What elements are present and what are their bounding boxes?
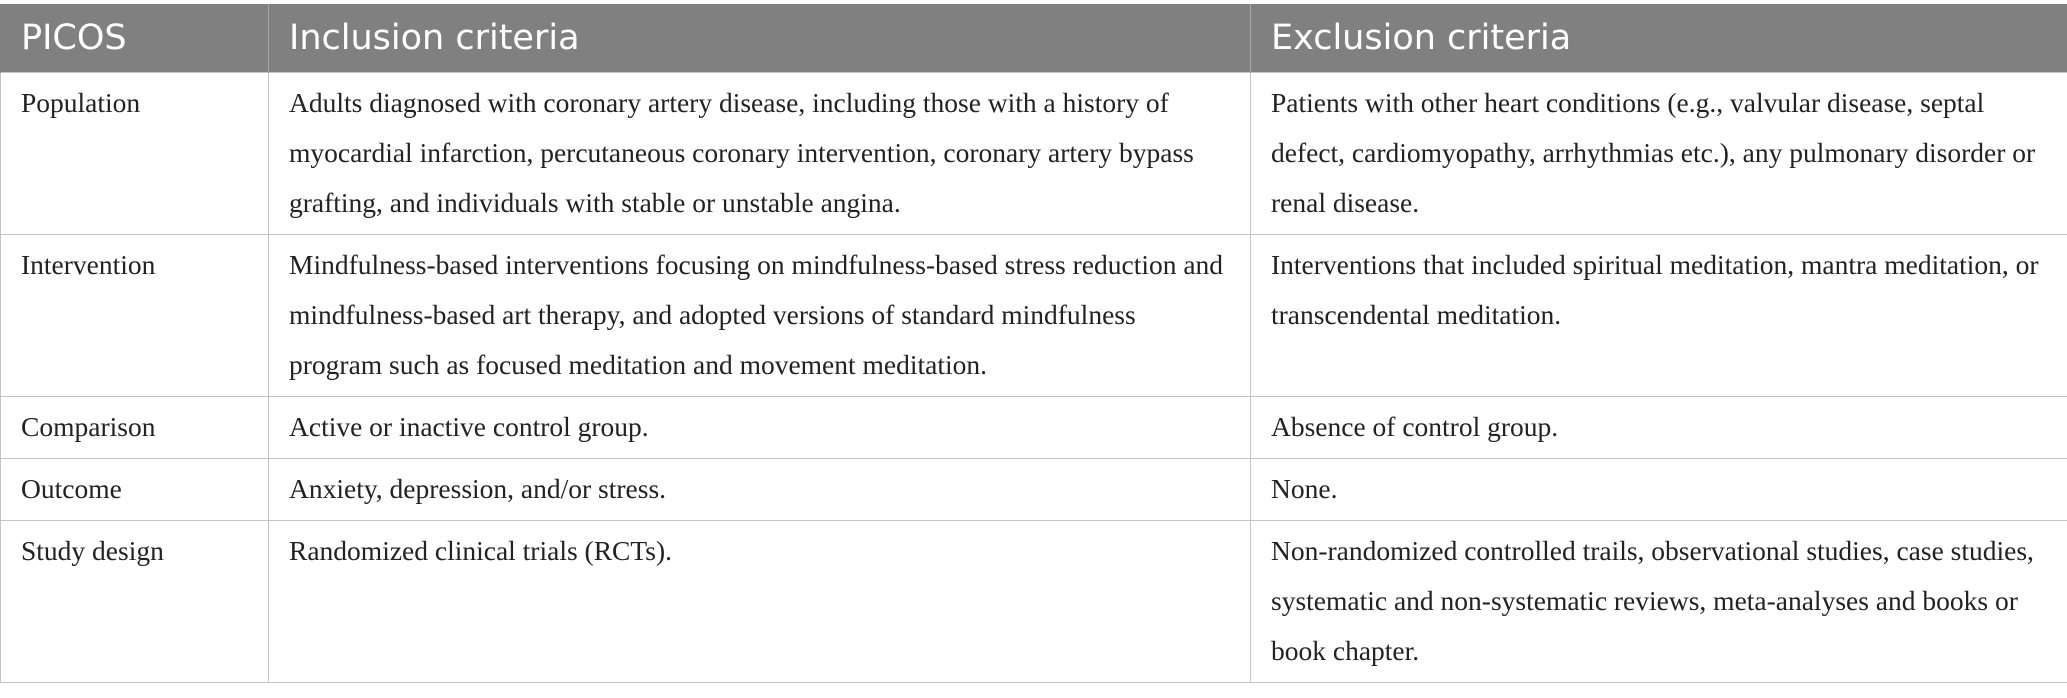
header-picos: PICOS [1,4,269,73]
exclusion-cell: Absence of control group. [1251,397,2067,459]
header-row [1,4,2067,73]
inclusion-cell: Active or inactive control group. [269,397,1251,459]
inclusion-cell: Mindfulness-based interventions focusing on mindfulness-based stress reduction and mindfulness-based art therapy, and adopted versions of standard mindfulness program such as focused meditation and movement meditation. [269,235,1251,397]
picos-cell: Comparison [1,397,269,459]
table-row [1,235,2067,397]
picos-criteria-table [0,4,2067,683]
inclusion-cell: Randomized clinical trials (RCTs). [269,521,1251,683]
exclusion-cell: Interventions that included spiritual meditation, mantra meditation, or transcendental meditation. [1251,235,2067,397]
header-inclusion-criteria: Inclusion criteria [269,4,1251,73]
exclusion-cell: Non-randomized controlled trails, observational studies, case studies, systematic and non-systematic reviews, meta-analyses and books or book chapter. [1251,521,2067,683]
table-row [1,397,2067,459]
picos-cell: Population [1,73,269,235]
picos-cell: Outcome [1,459,269,521]
exclusion-cell: Patients with other heart conditions (e.g., valvular disease, septal defect, cardiomyopathy, arrhythmias etc.), any pulmonary disorder or renal disease. [1251,73,2067,235]
inclusion-cell: Adults diagnosed with coronary artery disease, including those with a history of myocardial infarction, percutaneous coronary intervention, coronary artery bypass grafting, and individuals with stable or unstable angina. [269,73,1251,235]
exclusion-cell: None. [1251,459,2067,521]
inclusion-cell: Anxiety, depression, and/or stress. [269,459,1251,521]
table-row [1,459,2067,521]
picos-cell: Intervention [1,235,269,397]
picos-cell: Study design [1,521,269,683]
table-row [1,521,2067,683]
table-row [1,73,2067,235]
header-exclusion-criteria: Exclusion criteria [1251,4,2067,73]
table-body [1,73,2067,683]
table-header [1,4,2067,73]
